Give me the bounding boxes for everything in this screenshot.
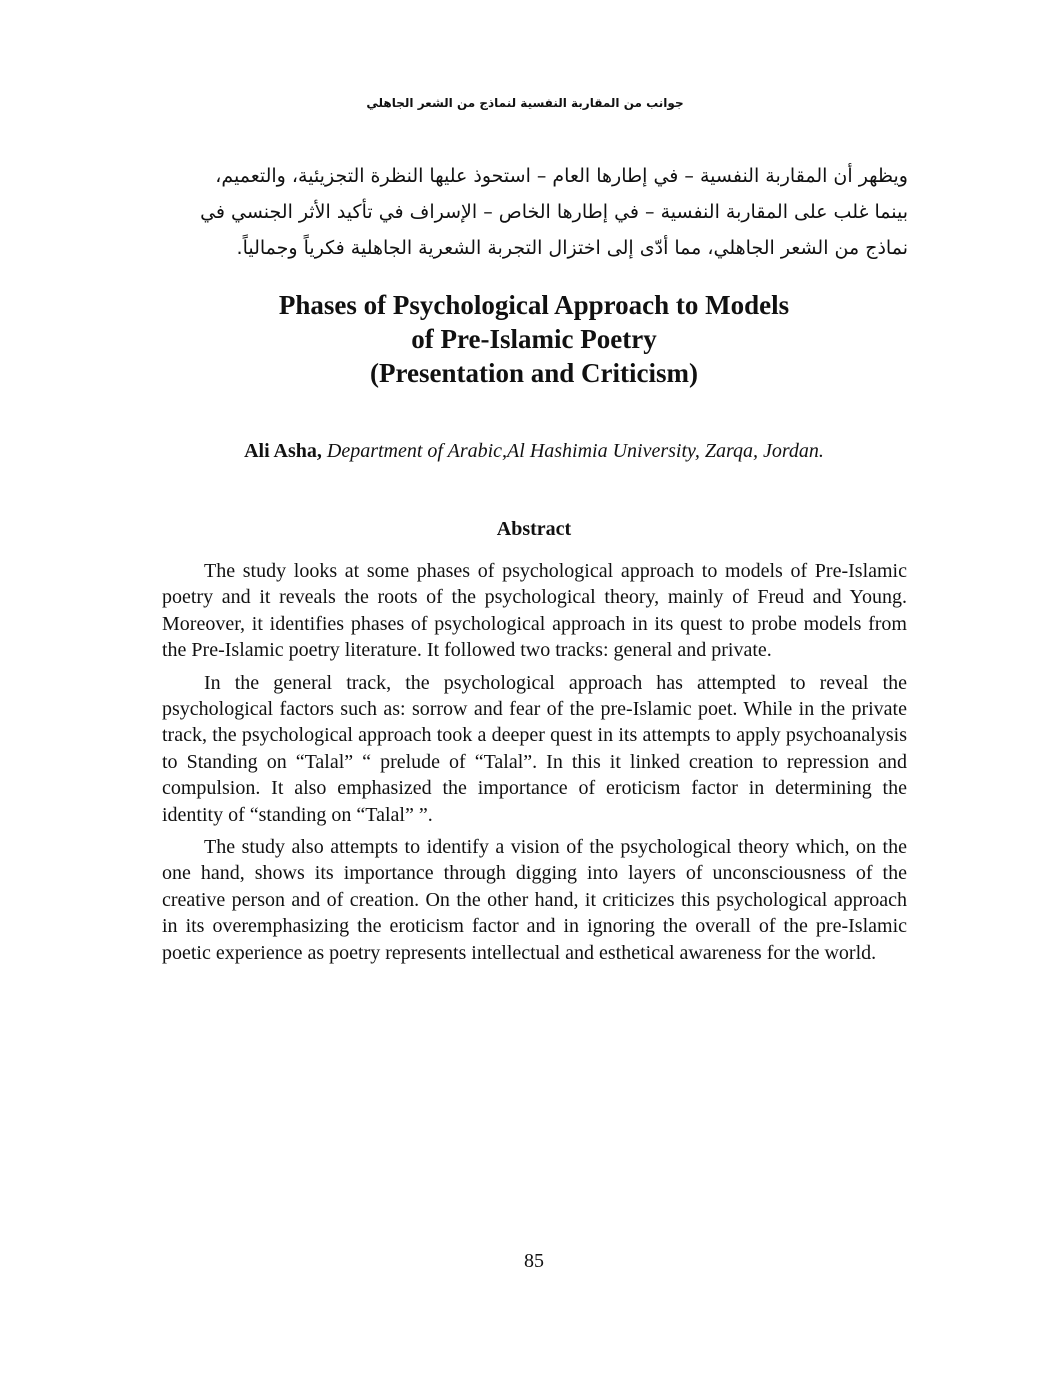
running-header: جوانب من المقاربة النفسية لنماذج من الشعر الجاهلي <box>366 96 684 110</box>
author-line <box>0 440 1050 463</box>
author-name: Ali Asha, <box>244 440 322 462</box>
title-line: (Presentation and Criticism) <box>370 358 698 388</box>
arabic-line: نماذج من الشعر الجاهلي، مما أدّى إلى اختزال التجربة الشعرية الجاهلية فكرياً وجمالياً. <box>236 237 908 259</box>
title-line: of Pre-Islamic Poetry <box>411 324 657 354</box>
abstract-heading: Abstract <box>496 518 572 540</box>
abstract-paragraph: In the general track, the psychological approach has attempted to reveal the psychological factors such as: sorrow and fear of the pre-Islamic poet. While in the private track, the psychological approach took a deeper quest in its attempts to apply psychoanalysis to Standing on “Talal” “ prelude of “Talal”. In this it linked creation to repression and compulsion. It also emphasized the importance of eroticism factor in determining the identity of “standing on “Talal” ”. <box>162 671 907 826</box>
paper-title <box>0 288 1050 390</box>
arabic-line: بينما غلب على المقاربة النفسية – في إطارها الخاص – الإسراف في تأكيد الأثر الجنسي في <box>200 201 908 223</box>
author-affiliation: Department of Arabic,Al Hashimia University, Zarqa, Jordan. <box>326 440 824 462</box>
arabic-summary-paragraph <box>160 158 908 266</box>
abstract-paragraph: The study also attempts to identify a vision of the psychological theory which, on the one hand, shows its importance through digging into layers of unconsciousness of the creative person and of creation. On the other hand, it criticizes this psychological approach in its overemphasizing the eroticism factor and in ignoring the overall of the pre-Islamic poetic experience as poetry represents intellectual and esthetical awareness for the world. <box>162 836 907 964</box>
abstract-paragraph: The study looks at some phases of psychological approach to models of Pre-Islamic poetry and it reveals the roots of the psychological theory, mainly of Freud and Young. Moreover, it identifies phases of psychological approach in its quest to probe models from the Pre-Islamic poetry literature. It followed two tracks: general and private. <box>162 560 907 662</box>
abstract-body <box>162 558 907 972</box>
page-number: 85 <box>524 1250 544 1272</box>
title-line: Phases of Psychological Approach to Models <box>278 290 790 320</box>
arabic-line: ويظهر أن المقاربة النفسية – في إطارها العام – استحوذ عليها النظرة التجزيئية، والتعميم، <box>215 165 908 187</box>
